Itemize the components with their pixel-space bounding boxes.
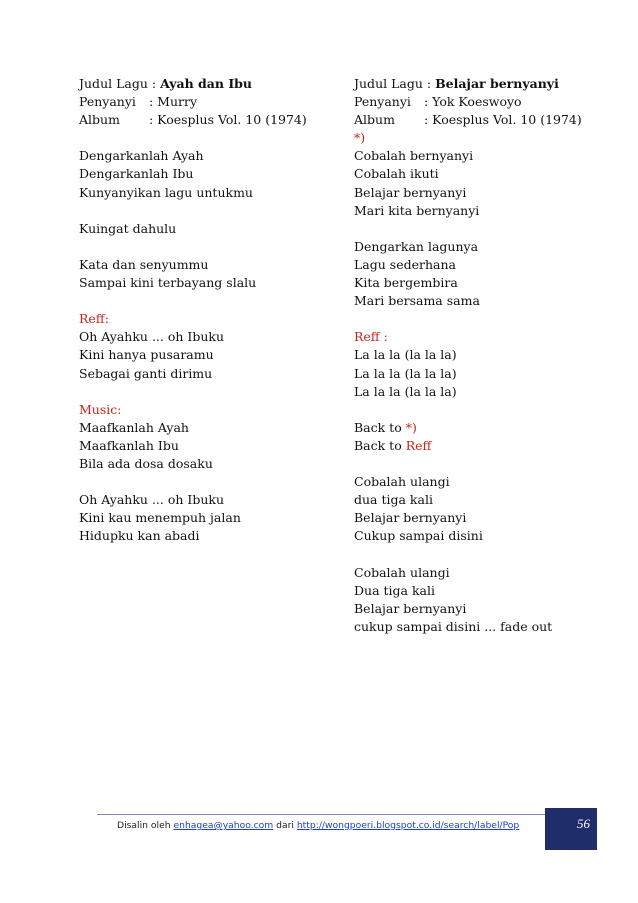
lyric-line: Lagu sederhana (354, 256, 456, 272)
lyric-line: cukup sampai disini ... fade out (354, 618, 553, 634)
lyric-line: Hidupku kan abadi (79, 528, 200, 544)
lyric-line: Oh Ayahku ... oh Ibuku (79, 492, 225, 508)
lyric-line: Kata dan senyummu (79, 256, 209, 272)
lyrics-block (79, 129, 334, 545)
album-label: Album (354, 112, 395, 128)
singer-label: Penyanyi (79, 94, 136, 110)
lyric-line: Cobalah ulangi (354, 474, 450, 490)
footer-url-link[interactable]: http://wongpoeri.blogspot.co.id/search/label/Pop (296, 820, 520, 831)
lyric-line: Dengarkan lagunya (354, 238, 479, 254)
title-label: Judul Lagu : (79, 76, 157, 91)
lyric-line: Belajar bernyanyi (354, 184, 467, 200)
album-name: : Koesplus Vol. 10 (1974) (149, 112, 307, 128)
stanza-gap (79, 473, 334, 491)
lyric-line: Bila ada dosa dosaku (79, 455, 213, 471)
lyric-line: Sebagai ganti dirimu (79, 365, 213, 381)
section-marker: Reff : (354, 329, 388, 345)
lyric-line: Maafkanlah Ayah (79, 419, 189, 435)
lyric-line: La la la (la la la) (354, 383, 457, 399)
lyric-line: Dua tiga kali (354, 582, 435, 598)
stanza-gap (354, 455, 614, 473)
stanza-gap (79, 383, 334, 401)
section-reference: Reff (405, 437, 432, 453)
stanza-gap (354, 310, 614, 328)
lyric-line: La la la (la la la) (354, 347, 457, 363)
lyric-line: Sampai kini terbayang slalu (79, 275, 257, 291)
page-number: 56 (577, 816, 590, 831)
lyric-line: Dengarkanlah Ayah (79, 148, 204, 164)
lyric-line: Mari bersama sama (354, 293, 480, 309)
lyric-line: Kunyanyikan lagu untukmu (79, 184, 253, 200)
stanza-gap (79, 292, 334, 310)
lyric-line: Kuingat dahulu (79, 220, 177, 236)
lyric-text: Back to (354, 437, 406, 453)
lyrics-block (354, 147, 614, 636)
lyric-line: Kini hanya pusaramu (79, 347, 214, 363)
lyric-line: Cobalah ikuti (354, 166, 439, 182)
singer-label: Penyanyi (354, 94, 411, 110)
singer-row (79, 93, 334, 111)
lyric-line (354, 437, 614, 455)
stanza-gap (79, 129, 334, 147)
lyric-line: Cobalah bernyanyi (354, 148, 474, 164)
lyric-line: dua tiga kali (354, 492, 433, 508)
section-marker: Reff: (79, 311, 109, 327)
singer-row (354, 93, 614, 111)
lyric-line: Cobalah ulangi (354, 564, 450, 580)
footer-email-link[interactable]: enhagea@yahoo.com (173, 820, 274, 831)
lyric-line: Belajar bernyanyi (354, 510, 467, 526)
page-number-box (545, 808, 597, 850)
section-reference: *) (405, 419, 417, 435)
title-label: Judul Lagu : (354, 76, 432, 91)
singer-name: : Yok Koeswoyo (424, 94, 522, 110)
footer-credit (117, 814, 519, 833)
lyric-line (354, 419, 614, 437)
lyric-line: Oh Ayahku ... oh Ibuku (79, 329, 225, 345)
song-title: Belajar bernyanyi (435, 76, 559, 91)
lyric-line: La la la (la la la) (354, 365, 457, 381)
album-row (354, 111, 614, 129)
singer-name: : Murry (149, 94, 198, 110)
footer-prefix: Disalin oleh (117, 820, 174, 831)
section-marker: Music: (79, 401, 122, 417)
lyric-line: Mari kita bernyanyi (354, 202, 480, 218)
lyric-line: Kita bergembira (354, 275, 458, 291)
footer-middle: dari (273, 820, 297, 831)
song-title: Ayah dan Ibu (160, 76, 253, 91)
verse-marker: *) (354, 130, 366, 146)
stanza-gap (354, 401, 614, 419)
left-song-column (79, 75, 334, 545)
album-name: : Koesplus Vol. 10 (1974) (424, 112, 582, 128)
stanza-gap (354, 545, 614, 563)
album-row (79, 111, 334, 129)
lyric-text: Back to (354, 419, 406, 435)
album-label: Album (79, 112, 120, 128)
stanza-gap (79, 238, 334, 256)
song-title-row (354, 75, 614, 93)
right-song-column (354, 75, 614, 636)
lyric-line: Cukup sampai disini (354, 528, 483, 544)
lyric-line: Dengarkanlah Ibu (79, 166, 194, 182)
song-title-row (79, 75, 334, 93)
lyric-line: Maafkanlah Ibu (79, 437, 179, 453)
stanza-gap (354, 220, 614, 238)
stanza-gap (79, 202, 334, 220)
lyric-line: Kini kau menempuh jalan (79, 510, 241, 526)
lyric-line: Belajar bernyanyi (354, 600, 467, 616)
